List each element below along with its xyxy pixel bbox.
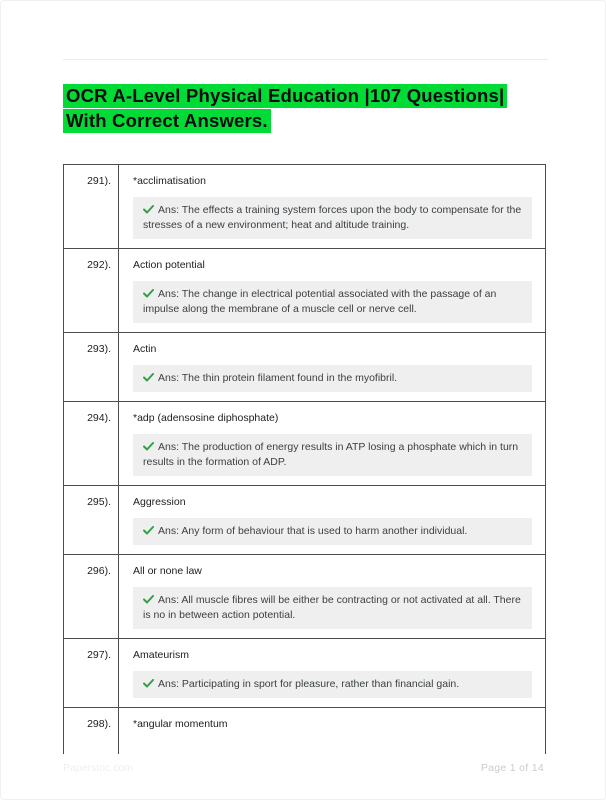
title-highlight-line2: With Correct Answers. bbox=[63, 109, 271, 133]
question-term: All or none law bbox=[133, 565, 202, 577]
question-term: Action potential bbox=[133, 259, 205, 271]
question-number: 293). bbox=[64, 333, 119, 401]
watermark: Paperstoc.com bbox=[63, 762, 134, 774]
question-term: *adp (adensosine diphosphate) bbox=[133, 412, 279, 424]
answer-box bbox=[133, 434, 532, 476]
question-cell bbox=[119, 555, 545, 638]
answer-text: Ans: Participating in sport for pleasure, rather than financial gain. bbox=[158, 678, 460, 690]
question-term: Amateurism bbox=[133, 649, 190, 661]
table-row bbox=[64, 708, 545, 754]
check-icon bbox=[143, 679, 154, 688]
question-number: 292). bbox=[64, 249, 119, 332]
question-number: 297). bbox=[64, 639, 119, 707]
answer-text: Ans: The change in electrical potential associated with the passage of an impulse along the membrane of a muscle cell or nerve cell. bbox=[143, 288, 497, 315]
title-highlight-line1: OCR A-Level Physical Education |107 Questions| bbox=[63, 84, 507, 108]
table-row bbox=[64, 333, 545, 402]
question-cell bbox=[119, 708, 545, 754]
question-number: 295). bbox=[64, 486, 119, 554]
answer-text: Ans: The effects a training system forces upon the body to compensate for the stresses of a new environment; heat and altitude training. bbox=[143, 204, 522, 231]
page-title bbox=[63, 83, 555, 133]
check-icon bbox=[143, 442, 154, 451]
question-cell bbox=[119, 249, 545, 332]
question-term: Aggression bbox=[133, 496, 186, 508]
question-term: *acclimatisation bbox=[133, 175, 206, 187]
table-row bbox=[64, 639, 545, 708]
question-cell bbox=[119, 333, 545, 401]
header-divider bbox=[63, 59, 548, 60]
page-title-line1 bbox=[63, 83, 555, 108]
answer-text: Ans: All muscle fibres will be either be contracting or not activated at all. There is no in between action potential. bbox=[143, 594, 521, 621]
question-number: 291). bbox=[64, 165, 119, 248]
check-icon bbox=[143, 526, 154, 535]
answer-box bbox=[133, 281, 532, 323]
question-number: 298). bbox=[64, 708, 119, 754]
page-title-line2 bbox=[63, 108, 555, 133]
check-icon bbox=[143, 373, 154, 382]
question-number: 294). bbox=[64, 402, 119, 485]
answer-text: Ans: The production of energy results in ATP losing a phosphate which in turn results in the formation of ADP. bbox=[143, 441, 519, 468]
page-indicator: Page 1 of 14 bbox=[480, 762, 544, 774]
question-cell bbox=[119, 402, 545, 485]
answer-box bbox=[133, 197, 532, 239]
check-icon bbox=[143, 205, 154, 214]
question-number: 296). bbox=[64, 555, 119, 638]
answer-box bbox=[133, 365, 532, 392]
answer-text: Ans: Any form of behaviour that is used to harm another individual. bbox=[158, 525, 468, 537]
question-term: *angular momentum bbox=[133, 718, 228, 730]
question-cell bbox=[119, 639, 545, 707]
table-row bbox=[64, 165, 545, 249]
answer-text: Ans: The thin protein filament found in the myofibril. bbox=[158, 372, 398, 384]
answer-box bbox=[133, 671, 532, 698]
check-icon bbox=[143, 595, 154, 604]
table-row bbox=[64, 555, 545, 639]
answer-box bbox=[133, 518, 532, 545]
qa-table bbox=[63, 164, 546, 754]
question-cell bbox=[119, 486, 545, 554]
question-cell bbox=[119, 165, 545, 248]
table-row bbox=[64, 249, 545, 333]
answer-box bbox=[133, 587, 532, 629]
table-row bbox=[64, 402, 545, 486]
check-icon bbox=[143, 289, 154, 298]
question-term: Actin bbox=[133, 343, 157, 355]
table-row bbox=[64, 486, 545, 555]
